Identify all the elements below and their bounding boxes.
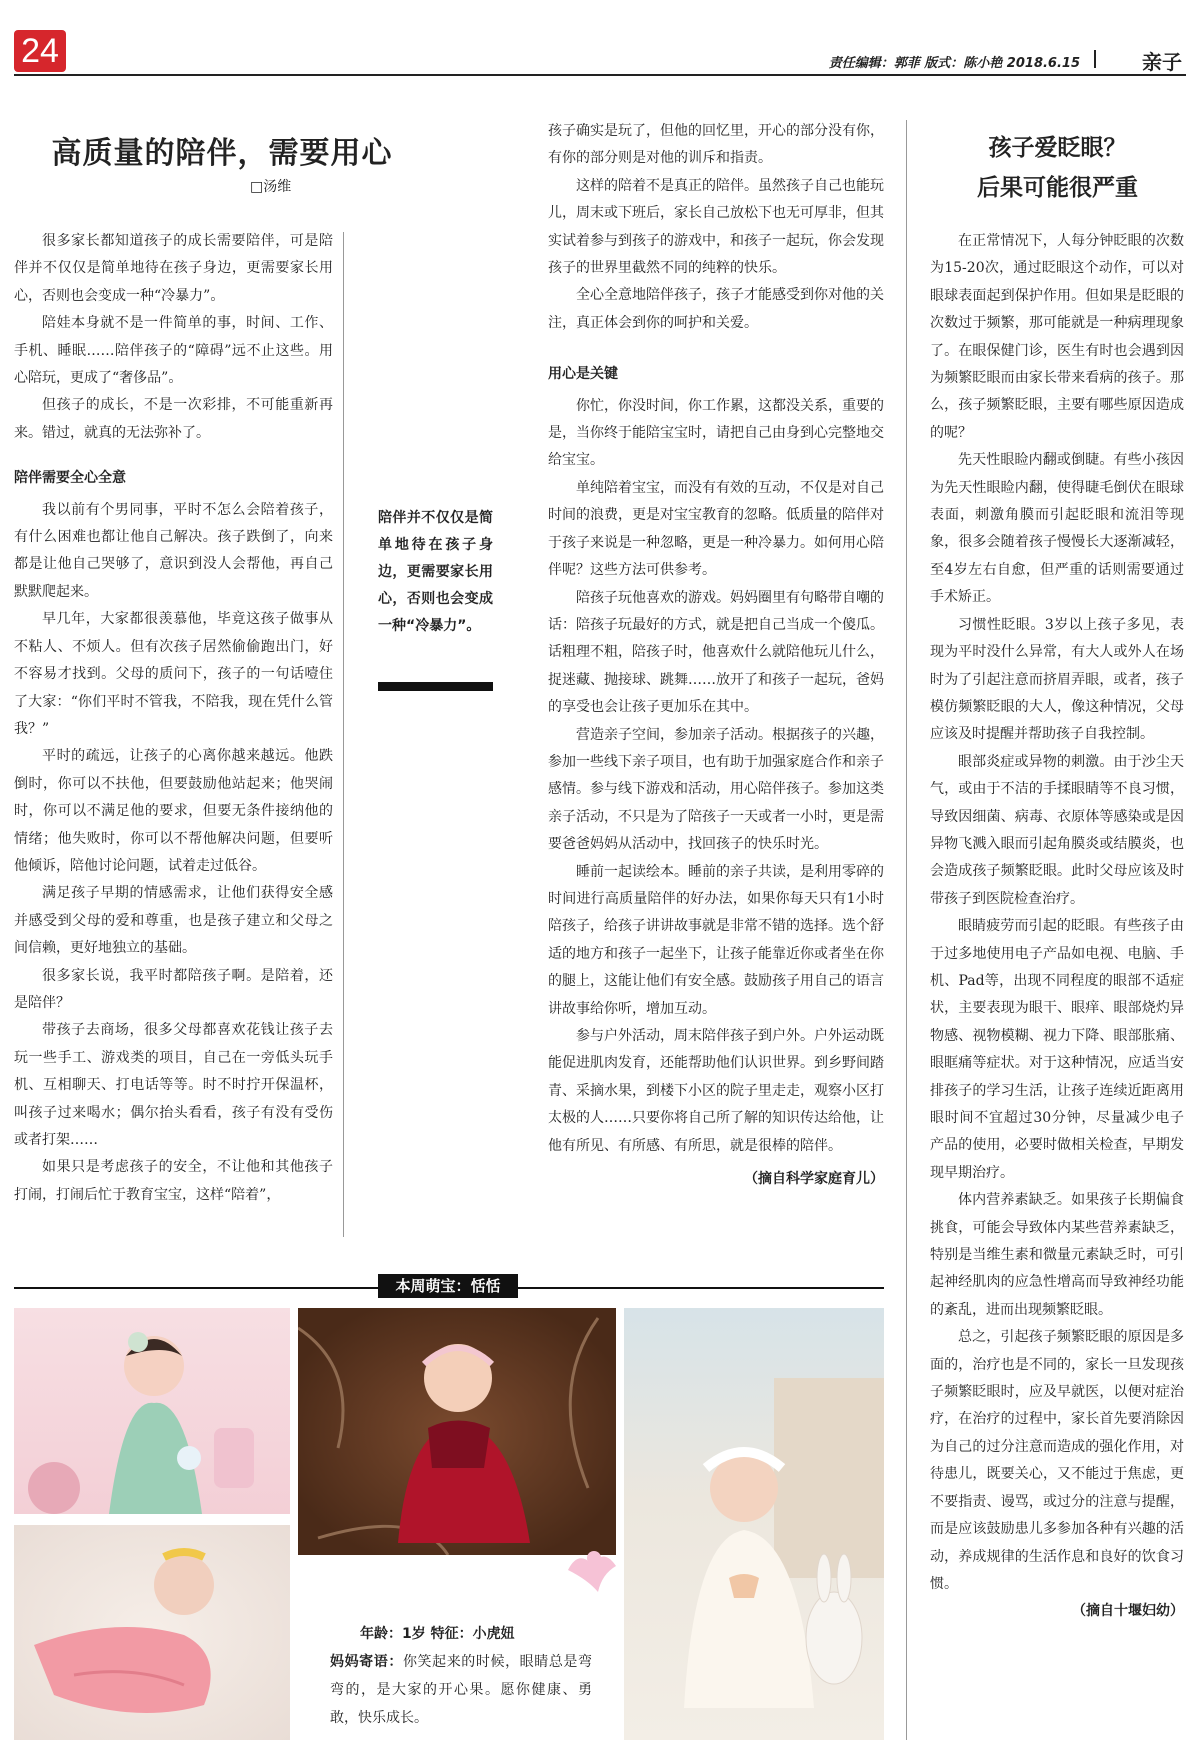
paragraph: 全心全意地陪伴孩子，孩子才能感受到你对他的关注，真正体会到你的呵护和关爱。 bbox=[548, 287, 884, 331]
paragraph: 体内营养素缺乏。如果孩子长期偏食挑食，可能会导致体内某些营养素缺乏，特别是当维生素和微量元素缺乏时，可引起神经肌肉的应急性增高而导致神经功能的紊乱，进而出现频繁眨眼。 bbox=[930, 1192, 1184, 1318]
paragraph: 早几年，大家都很羡慕他，毕竟这孩子做事从不粘人、不烦人。但有次孩子居然偷偷跑出门，好不容易才找到。父母的质问下，孩子的一句话噎住了大家：“你们平时不管我，不陪我，现在凭什么管我？” bbox=[14, 611, 333, 737]
byline: □汤维 bbox=[250, 179, 292, 195]
baby-photo-1 bbox=[14, 1308, 290, 1514]
paragraph: 我以前有个男同事，平时不怎么会陪着孩子，有什么困难也都让他自己解决。孩子跌倒了，向来都是让他自己哭够了，意识到没人会帮他，再自己默默爬起来。 bbox=[14, 501, 333, 600]
side-article-body bbox=[930, 228, 1184, 1626]
baby-photo-3-image bbox=[14, 1525, 290, 1740]
paragraph: 眼睛疲劳而引起的眨眼。有些孩子由于过多地使用电子产品如电视、电脑、手机、Pad等，出现不同程度的眼部不适症状，主要表现为眼干、眼痒、眼部烧灼异物感、视物模糊、视力下降、眼部胀痛、眼眶痛等症状。对于这种情况，应适当安排孩子的学习生活，让孩子连续近距离用眼时间不宜超过30分钟，尽量减少电子产品的使用，必要时做相关检查，早期发现早期治疗。 bbox=[930, 918, 1184, 1181]
paragraph: 在正常情况下，人每分钟眨眼的次数为15-20次，通过眨眼这个动作，可以对眼球表面起到保护作用。但如果是眨眼的次数过于频繁，那可能就是一种病理现象了。在眼保健门诊，医生有时也会遇到因为频繁眨眼而由家长带来看病的孩子。那么，孩子频繁眨眼，主要有哪些原因造成的呢？ bbox=[930, 233, 1184, 441]
side-title-line-2: 后果可能很严重 bbox=[977, 174, 1138, 201]
paragraph: 很多家长都知道孩子的成长需要陪伴，可是陪伴并不仅仅是简单地待在孩子身边，更需要家长用心，否则也会变成一种“冷暴力”。 bbox=[14, 233, 333, 304]
message-label: 妈妈寄语： bbox=[330, 1654, 403, 1670]
age-line: 年龄：1岁 特征：小虎妞 bbox=[360, 1626, 515, 1642]
baby-photo-3 bbox=[14, 1525, 290, 1740]
baby-photo-2 bbox=[298, 1308, 616, 1555]
paragraph: 参与户外活动，周末陪伴孩子到户外。户外运动既能促进肌肉发育，还能帮助他们认识世界。到乡野间踏青、采摘水果，到楼下小区的院子里走走，观察小区打太极的人……只要你将自己所了解的知识传达给他，让他有所见、有所感、有所思，就是很棒的陪伴。 bbox=[548, 1028, 884, 1154]
paragraph: 总之，引起孩子频繁眨眼的原因是多面的，治疗也是不同的，家长一旦发现孩子频繁眨眼时，应及早就医，以便对症治疗，在治疗的过程中，家长首先要消除因为自己的过分注意而造成的强化作用，对待患儿，既要关心，又不能过于焦虑，更不要指责、谩骂，或过分的注意与提醒，而是应该鼓励患儿多参加各种有兴趣的活动，养成规律的生活作息和良好的饮食习惯。 bbox=[930, 1329, 1184, 1592]
paragraph: 单纯陪着宝宝，而没有有效的互动，不仅是对自己时间的浪费，更是对宝宝教育的忽略。低质量的陪伴对于孩子来说是一种忽略，更是一种冷暴力。如何用心陪伴呢？这些方法可供参考。 bbox=[548, 479, 884, 579]
subheading: 陪伴需要全心全意 bbox=[14, 470, 126, 487]
header-divider bbox=[1094, 50, 1096, 68]
baby-photo-2-image bbox=[298, 1308, 616, 1555]
paragraph: 陪娃本身就不是一件简单的事，时间、工作、手机、睡眠……陪伴孩子的“障碍”远不止这些。用心陪玩，更成了“奢侈品”。 bbox=[14, 315, 333, 387]
baby-photo-4-image bbox=[624, 1308, 884, 1740]
paragraph: 营造亲子空间，参加亲子活动。根据孩子的兴趣，参加一些线下亲子项目，也有助于加强家庭合作和亲子感情。参与线下游戏和活动，用心陪伴孩子。参加这类亲子活动，不只是为了陪孩子一天或者一小时，更是需要爸爸妈妈从活动中，找回孩子的快乐时光。 bbox=[548, 726, 884, 853]
mother-message bbox=[330, 1648, 592, 1732]
paragraph: 如果只是考虑孩子的安全，不让他和其他孩子打闹，打闹后忙于教育宝宝，这样“陪着”， bbox=[14, 1159, 333, 1203]
cupid-icon bbox=[558, 1540, 628, 1600]
paragraph: 习惯性眨眼。3岁以上孩子多见，表现为平时没什么异常，有大人或外人在场时为了引起注意而挤眉弄眼，或者，孩子模仿频繁眨眼的大人，像这种情况，父母应该及时提醒并帮助孩子自我控制。 bbox=[930, 616, 1184, 743]
side-article-source: （摘自十堰妇幼） bbox=[1072, 1603, 1184, 1620]
paragraph: 孩子确实是玩了，但他的回忆里，开心的部分没有你，有你的部分则是对他的训斥和指责。 bbox=[548, 123, 884, 167]
paragraph: 睡前一起读绘本。睡前的亲子共读，是利用零碎的时间进行高质量陪伴的好办法，如果你每天只有1小时陪孩子，给孩子讲讲故事就是非常不错的选择。选个舒适的地方和孩子一起坐下，让孩子能靠近你或者坐在你的腿上，这能让他们有安全感。鼓励孩子用自己的语言讲故事给你听，增加互动。 bbox=[548, 863, 884, 1017]
column-rule bbox=[906, 120, 907, 1740]
paragraph: 先天性眼睑内翻或倒睫。有些小孩因为先天性眼睑内翻，使得睫毛倒伏在眼球表面，刺激角膜而引起眨眼和流泪等现象，很多会随着孩子慢慢长大逐渐减轻，至4岁左右自愈，但严重的话则需要通过手术矫正。 bbox=[930, 452, 1184, 606]
subheading: 用心是关键 bbox=[548, 366, 618, 383]
paragraph: 带孩子去商场，很多父母都喜欢花钱让孩子去玩一些手工、游戏类的项目，自己在一旁低头玩手机、互相聊天、打电话等等。时不时拧开保温杯，叫孩子过来喝水；偶尔抬头看看，孩子有没有受伤或者打架…… bbox=[14, 1022, 333, 1148]
section-name: 亲子 bbox=[1142, 50, 1182, 74]
article-source: （摘自科学家庭育儿） bbox=[744, 1171, 884, 1188]
feature-label: 本周萌宝：恬恬 bbox=[378, 1274, 518, 1298]
pull-quote: 陪伴并不仅仅是简单地待在孩子身边，更需要家长用心，否则也会变成一种“冷暴力”。 bbox=[378, 510, 493, 634]
paragraph: 但孩子的成长，不是一次彩排，不可能重新再来。错过，就真的无法弥补了。 bbox=[14, 397, 333, 441]
main-article-title: 高质量的陪伴，需要用心 bbox=[51, 136, 393, 171]
paragraph: 陪孩子玩他喜欢的游戏。妈妈圈里有句略带自嘲的话：陪孩子玩最好的方式，就是把自己当成一个傻瓜。话粗理不粗，陪孩子时，他喜欢什么就陪他玩儿什么，捉迷藏、抛接球、跳舞……放开了和孩子一起玩，爸妈的享受也会让孩子更加乐在其中。 bbox=[548, 589, 884, 716]
message-text: 你笑起来的时候，眼睛总是弯弯的，是大家的开心果。愿你健康、勇敢，快乐成长。 bbox=[330, 1654, 593, 1726]
paragraph: 满足孩子早期的情感需求，让他们获得安全感并感受到父母的爱和尊重，也是孩子建立和父母之间信赖，更好地独立的基础。 bbox=[14, 885, 333, 957]
pull-quote-bar bbox=[378, 682, 493, 691]
side-title-line-1: 孩子爱眨眼？ bbox=[988, 134, 1127, 161]
main-article-column-2 bbox=[548, 118, 884, 1193]
baby-photo-1-image bbox=[14, 1308, 290, 1514]
column-rule bbox=[343, 232, 344, 1237]
paragraph: 你忙，你没时间，你工作累，这都没关系，重要的是，当你终于能陪宝宝时，请把自己由身到心完整地交给宝宝。 bbox=[548, 397, 884, 469]
header-rule bbox=[14, 74, 1186, 76]
baby-photo-4 bbox=[624, 1308, 884, 1740]
paragraph: 眼部炎症或异物的刺激。由于沙尘天气，或由于不洁的手揉眼睛等不良习惯，导致因细菌、病毒、衣原体等感染或是因异物飞溅入眼而引起角膜炎或结膜炎，也会造成孩子频繁眨眼。此时父母应该及时带孩子到医院检查治疗。 bbox=[930, 753, 1184, 907]
side-article-title bbox=[925, 128, 1190, 208]
page-number: 24 bbox=[14, 30, 66, 72]
feature-caption bbox=[330, 1620, 592, 1732]
main-article-column-1 bbox=[14, 228, 333, 1209]
paragraph: 平时的疏远，让孩子的心离你越来越远。他跌倒时，你可以不扶他，但要鼓励他站起来；他哭闹时，你可以不满足他的要求，但要无条件接纳他的情绪；他失败时，你可以不帮他解决问题，但要听他倾诉，陪他讨论问题，试着走过低谷。 bbox=[14, 748, 333, 874]
editor-info: 责任编辑：郭菲 版式：陈小艳 2018.6.15 bbox=[828, 56, 1080, 71]
paragraph: 很多家长说，我平时都陪孩子啊。是陪着，还是陪伴？ bbox=[14, 967, 333, 1011]
paragraph: 这样的陪着不是真正的陪伴。虽然孩子自己也能玩儿，周末或下班后，家长自己放松下也无可厚非，但其实试着参与到孩子的游戏中，和孩子一起玩，你会发现孩子的世界里截然不同的纯粹的快乐。 bbox=[548, 177, 884, 277]
